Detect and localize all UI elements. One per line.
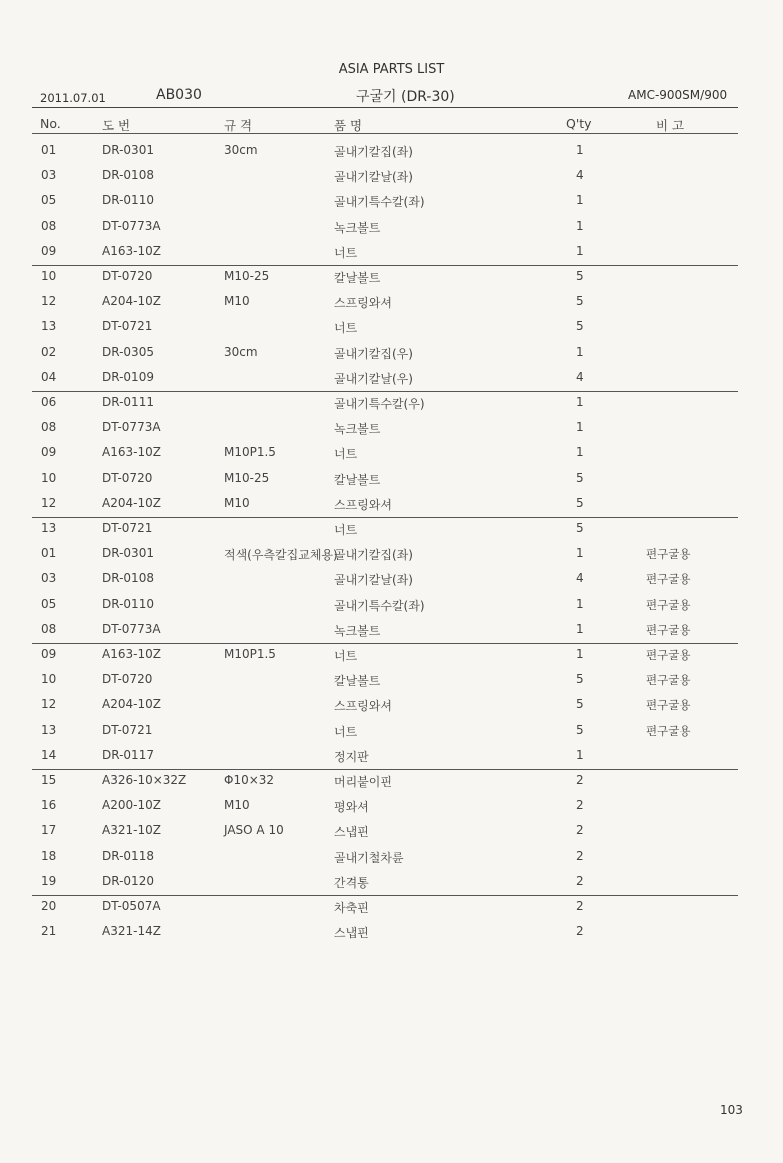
cell-qty: 2	[576, 924, 584, 939]
cell-no: 08	[41, 218, 57, 233]
cell-note: 편구굴용	[646, 572, 691, 587]
cell-code: A163-10Z	[102, 243, 161, 258]
cell-qty: 1	[576, 647, 584, 661]
cell-name: 골내기철차륜	[334, 850, 404, 865]
cell-no: 12	[41, 495, 57, 510]
header-bottom-rule	[32, 133, 738, 134]
cell-name: 너트	[334, 321, 358, 336]
cell-note: 편구굴용	[646, 648, 691, 662]
cell-name: 스프링와셔	[334, 699, 392, 714]
cell-code: DR-0108	[102, 168, 154, 183]
table-row	[0, 697, 783, 722]
cell-qty: 1	[576, 445, 584, 460]
cell-code: DT-0720	[102, 672, 153, 687]
cell-no: 16	[41, 798, 57, 813]
table-row	[0, 219, 783, 244]
cell-note: 편구굴용	[646, 622, 691, 637]
cell-qty: 4	[576, 571, 584, 586]
cell-code: A321-10Z	[102, 823, 161, 838]
table-row	[0, 168, 783, 193]
cell-qty: 1	[576, 193, 584, 208]
cell-no: 10	[41, 269, 57, 283]
cell-no: 03	[41, 571, 57, 586]
cell-name: 칼날볼트	[334, 271, 381, 285]
table-row	[0, 672, 783, 697]
cell-no: 19	[41, 873, 57, 888]
cell-spec: M10	[224, 294, 250, 309]
cell-note: 편구굴용	[646, 673, 691, 688]
group-code: AB030	[156, 87, 202, 103]
cell-name: 골내기칼집(좌)	[334, 145, 413, 159]
cell-code: DT-0720	[102, 470, 153, 485]
cell-qty: 2	[576, 773, 584, 787]
cell-code: DR-0118	[102, 848, 154, 863]
table-row	[0, 420, 783, 445]
table-row	[0, 294, 783, 319]
table-row	[0, 899, 783, 924]
cell-code: DT-0773A	[102, 621, 161, 636]
cell-name: 스프링와셔	[334, 497, 392, 512]
cell-code: DR-0117	[102, 747, 154, 762]
cell-spec: M10-25	[224, 470, 270, 485]
cell-name: 차축핀	[334, 901, 369, 915]
group-divider	[32, 643, 738, 644]
cell-code: DR-0305	[102, 344, 154, 359]
column-header-code: 도 번	[102, 118, 131, 133]
cell-note: 편구굴용	[646, 723, 691, 738]
cell-no: 01	[41, 143, 57, 157]
cell-qty: 1	[576, 420, 584, 435]
cell-name: 골내기특수칼(우)	[334, 397, 425, 411]
cell-qty: 2	[576, 798, 584, 813]
cell-qty: 4	[576, 168, 584, 183]
cell-spec: M10P1.5	[224, 647, 276, 661]
cell-no: 12	[41, 294, 57, 309]
cell-code: DR-0111	[102, 395, 154, 409]
cell-qty: 5	[576, 697, 584, 712]
cell-qty: 5	[576, 319, 584, 334]
cell-name: 골내기칼날(좌)	[334, 170, 413, 185]
cell-code: DT-0721	[102, 319, 153, 334]
cell-spec: 30cm	[224, 344, 258, 359]
cell-no: 05	[41, 596, 57, 611]
cell-spec: 적색(우측칼집교체용)	[224, 548, 338, 563]
cell-name: 골내기칼집(우)	[334, 346, 413, 361]
cell-code: A204-10Z	[102, 294, 161, 309]
cell-code: DT-0721	[102, 521, 153, 535]
cell-qty: 1	[576, 344, 584, 359]
cell-name: 골내기특수칼(좌)	[334, 598, 425, 613]
cell-name: 스냅핀	[334, 825, 369, 840]
table-row	[0, 723, 783, 748]
cell-code: DR-0110	[102, 193, 154, 208]
cell-spec: 30cm	[224, 143, 258, 157]
cell-spec: M10	[224, 798, 250, 813]
cell-qty: 1	[576, 218, 584, 233]
cell-no: 08	[41, 621, 57, 636]
cell-spec: M10P1.5	[224, 445, 276, 460]
cell-no: 21	[41, 924, 57, 939]
cell-no: 12	[41, 697, 57, 712]
cell-name: 골내기칼날(좌)	[334, 573, 413, 588]
column-header-spec: 규 격	[224, 118, 253, 133]
cell-note: 편구굴용	[646, 597, 691, 612]
cell-qty: 1	[576, 621, 584, 636]
cell-name: 너트	[334, 724, 358, 739]
cell-qty: 2	[576, 848, 584, 863]
cell-name: 너트	[334, 447, 358, 462]
cell-code: A163-10Z	[102, 445, 161, 460]
cell-no: 06	[41, 395, 57, 409]
cell-no: 15	[41, 773, 57, 787]
cell-code: DT-0720	[102, 269, 153, 283]
group-divider	[32, 517, 738, 518]
cell-name: 너트	[334, 245, 358, 260]
cell-name: 녹크볼트	[334, 623, 381, 638]
cell-spec: M10	[224, 495, 250, 510]
cell-name: 녹크볼트	[334, 422, 381, 437]
cell-name: 간격통	[334, 875, 369, 890]
cell-no: 10	[41, 672, 57, 687]
cell-no: 13	[41, 319, 57, 334]
cell-qty: 1	[576, 546, 584, 561]
cell-qty: 5	[576, 495, 584, 510]
group-divider	[32, 391, 738, 392]
cell-name: 골내기칼날(우)	[334, 371, 413, 386]
column-header-name: 품 명	[334, 118, 363, 133]
cell-name: 골내기특수칼(좌)	[334, 195, 425, 210]
table-row	[0, 193, 783, 218]
table-row	[0, 395, 783, 420]
cell-qty: 2	[576, 899, 584, 913]
table-row	[0, 471, 783, 496]
cell-no: 09	[41, 243, 57, 258]
cell-no: 03	[41, 168, 57, 183]
cell-name: 머리붙이핀	[334, 775, 392, 789]
table-row	[0, 597, 783, 622]
cell-name: 골내기칼집(좌)	[334, 548, 413, 563]
table-row	[0, 849, 783, 874]
cell-no: 10	[41, 470, 57, 485]
cell-no: 09	[41, 445, 57, 460]
cell-qty: 1	[576, 243, 584, 258]
cell-qty: 1	[576, 143, 584, 157]
group-divider	[32, 265, 738, 266]
cell-code: DT-0721	[102, 722, 153, 737]
cell-code: DT-0507A	[102, 899, 161, 913]
cell-spec: JASO A 10	[224, 823, 284, 838]
cell-code: DT-0773A	[102, 218, 161, 233]
cell-code: DR-0108	[102, 571, 154, 586]
cell-name: 평와셔	[334, 800, 369, 815]
header-top-rule	[32, 107, 738, 108]
table-row	[0, 924, 783, 949]
cell-code: A200-10Z	[102, 798, 161, 813]
cell-qty: 5	[576, 672, 584, 687]
cell-spec: Φ10×32	[224, 773, 275, 787]
cell-no: 17	[41, 823, 57, 838]
group-divider	[32, 769, 738, 770]
cell-code: DR-0109	[102, 369, 154, 384]
cell-name: 스냅핀	[334, 926, 369, 941]
cell-no: 14	[41, 747, 57, 762]
table-row	[0, 798, 783, 823]
table-row	[0, 445, 783, 470]
cell-name: 너트	[334, 523, 358, 537]
cell-code: A321-14Z	[102, 924, 161, 939]
cell-code: DT-0773A	[102, 420, 161, 435]
model-name: AMC-900SM/900	[628, 88, 728, 102]
column-header-note: 비 고	[656, 118, 685, 133]
cell-note: 편구굴용	[646, 698, 691, 713]
cell-no: 18	[41, 848, 57, 863]
cell-name: 너트	[334, 649, 358, 663]
cell-no: 20	[41, 899, 57, 913]
cell-qty: 5	[576, 470, 584, 485]
cell-name: 칼날볼트	[334, 674, 381, 689]
table-row	[0, 143, 783, 168]
cell-no: 05	[41, 193, 57, 208]
table-row	[0, 345, 783, 370]
cell-qty: 4	[576, 369, 584, 384]
cell-code: DR-0110	[102, 596, 154, 611]
cell-name: 정지판	[334, 749, 369, 764]
cell-no: 13	[41, 722, 57, 737]
cell-code: A204-10Z	[102, 697, 161, 712]
cell-qty: 2	[576, 823, 584, 838]
cell-code: A326-10×32Z	[102, 773, 187, 787]
cell-no: 13	[41, 521, 57, 535]
table-row	[0, 647, 783, 672]
cell-code: A204-10Z	[102, 495, 161, 510]
cell-qty: 5	[576, 269, 584, 283]
list-title: ASIA PARTS LIST	[338, 62, 445, 77]
cell-no: 08	[41, 420, 57, 435]
table-row	[0, 823, 783, 848]
cell-qty: 2	[576, 873, 584, 888]
table-row	[0, 319, 783, 344]
cell-name: 칼날볼트	[334, 472, 381, 487]
cell-no: 09	[41, 647, 57, 661]
cell-qty: 5	[576, 521, 584, 535]
cell-no: 02	[41, 344, 57, 359]
assembly-name: 구굴기 (DR-30)	[356, 89, 455, 105]
table-row	[0, 773, 783, 798]
group-divider	[32, 895, 738, 896]
cell-no: 01	[41, 546, 57, 561]
page-number: 103	[720, 1103, 743, 1117]
column-header-qty: Q'ty	[566, 116, 592, 131]
issue-date: 2011.07.01	[40, 91, 106, 105]
cell-name: 녹크볼트	[334, 220, 381, 235]
cell-code: DR-0301	[102, 143, 154, 157]
cell-qty: 5	[576, 294, 584, 309]
cell-qty: 1	[576, 747, 584, 762]
cell-code: A163-10Z	[102, 647, 161, 661]
cell-qty: 1	[576, 395, 584, 409]
cell-code: DR-0301	[102, 546, 154, 561]
cell-qty: 5	[576, 722, 584, 737]
table-row	[0, 521, 783, 546]
cell-name: 스프링와셔	[334, 296, 392, 311]
table-row	[0, 269, 783, 294]
cell-note: 편구굴용	[646, 547, 691, 562]
cell-code: DR-0120	[102, 873, 154, 888]
table-row	[0, 546, 783, 571]
table-row	[0, 571, 783, 596]
cell-no: 04	[41, 369, 57, 384]
column-header-no: No.	[40, 116, 61, 131]
cell-spec: M10-25	[224, 269, 270, 283]
cell-qty: 1	[576, 596, 584, 611]
